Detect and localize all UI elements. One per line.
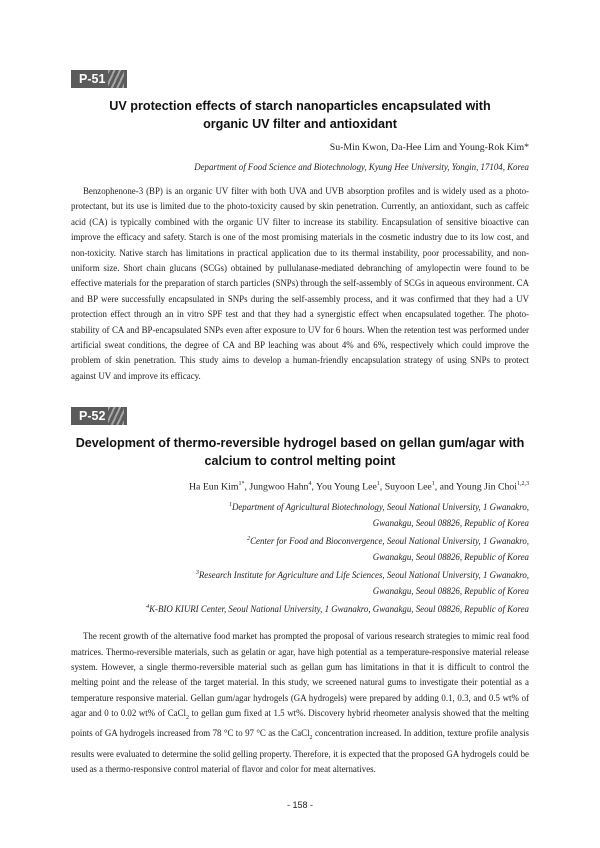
title-line-2: calcium to control melting point [204,454,396,468]
author-superscript: 1 [376,481,380,487]
subscript: 2 [185,714,189,721]
badge-label: P-52 [79,409,106,423]
affiliation-4 [71,599,529,617]
title-line-1: Development of thermo-reversible hydrogel based on gellan gum/agar with [75,436,525,450]
affiliation-superscript: 1 [228,502,232,509]
abstract-body: Benzophenone-3 (BP) is an organic UV filter with both UVA and UVB absorption profiles and is widely used as a photo-protectant, but its use is limited due to the photo-toxicity caused by skin penetration. Currently, an antioxidant, such as caffeic acid (CA) is typically combined with the organic UV filter to increase its stability. Encapsulation of sensitive bioactive can improve the efficacy and safety. Starch is one of the most promising materials in the cosmetic industry due to its low cost, and non-toxicity. Native starch has limitations in practical application due to its thermal instability, poor processability, and non-uniform size. Short chain glucans (SCGs) obtained by pullulanase-mediated debranching of amylopectin were found to be effective materials for the preparation of starch particles (SNPs) through the self-assembly of SCGs in aqueous environment. CA and BP were successfully encapsulated in SNPs during the self-assembly process, and it was confirmed that they had a UV protection effect through an in vitro SPF test and that they had a synergistic effect when encapsulated together. The photo-stability of CA and BP-encapsulated SNPs even after exposure to UV for 6 hours. When the retention test was performed under artificial sweat conditions, the degree of CA and BP leaching was about 4% and 6%, respectively which could improve the problem of skin penetration. This study aims to develop a human-friendly encapsulation strategy of using SNPs to protect against UV and improve its efficacy. [71,186,529,381]
affiliation-line: Gwanakgu, Seoul 08826, Republic of Korea [372,518,529,529]
author-name: Ha Eun Kim [188,481,239,493]
affiliation-line: Department of Agricultural Biotechnology, Seoul National University, 1 Gwanakro, [231,502,529,513]
affiliation-superscript: 2 [247,536,251,543]
author-name: You Young Lee [316,481,377,493]
abstract-p52 [71,407,529,777]
abstract-title [71,434,529,470]
affiliation-3 [71,565,529,599]
affiliation-line: Gwanakgu, Seoul 08826, Republic of Korea [372,586,529,597]
badge-stripes [108,407,124,425]
body-text-part: The recent growth of the alternative food market has prompted the proposal of various research strategies to mimic real food matrices. Thermo-reversible materials, such as gelatin or agar, have high potential as a temperature-responsive material release system. However, a single thermo-reversible material such as gellan gum has limitations in that it is difficult to control the melting point and the release of the target material. In this study, we screened natural gums to investigate their potential as a temperature responsive material. Gellan gum/agar hydrogels (GA hydrogels) were prepared by adding 0.1, 0.3, and 0.5 wt% of agar and 0 to 0.02 wt% of CaCl [71,631,529,719]
abstract-body [71,629,529,777]
author-name: Young Jin Choi [455,481,517,493]
affiliation-line: Gwanakgu, Seoul 08826, Republic of Korea [372,552,529,563]
body-text-part: to gellan gum fixed at 1.5 wt%. Discovery hybrid rheometer analysis showed that the melting points of GA hydrogels increased from 78 °C to 97 °C as the CaCl [71,708,529,739]
author-superscript: 1 [431,481,435,487]
author-list: Su-Min Kwon, Da-Hee Lim and Young-Rok Kim* [329,142,529,153]
badge-stripes [108,70,124,88]
affiliation-2 [71,531,529,565]
badge-label: P-51 [79,72,106,86]
author-name: Suyoon Lee [384,481,432,493]
abstract-number-badge [71,407,127,425]
abstract-number-badge [71,70,127,88]
subscript: 2 [309,735,313,742]
page-number: - 158 - [286,800,313,810]
affiliation-line: Center for Food and Bioconvergence, Seoul National University, 1 Gwanakro, [250,536,529,547]
author-superscript: 4 [308,481,312,487]
affiliation-list [71,497,529,617]
abstract-title [71,97,529,133]
affiliation-line: K-BIO KIURI Center, Seoul National University, 1 Gwanakro, Gwanakgu, Seoul 08826, Republic of Korea [149,604,529,615]
affiliation-superscript: 4 [146,604,150,611]
abstract-p51 [71,70,529,384]
affiliation: Department of Food Science and Biotechnology, Kyung Hee University, Yongin, 17104, Korea [194,162,529,172]
affiliation-superscript: 3 [195,570,199,577]
author-superscript: 1,2,3 [517,481,529,487]
title-line-1: UV protection effects of starch nanoparticles encapsulated with [109,99,491,113]
body-text-part: concentration increased. In addition, texture profile analysis results were evaluated to determine the solid gelling property. Therefore, it is expected that the proposed GA hydrogels could be used as a thermo-responsive control material of flavor and color for meat alternatives. [71,728,529,774]
title-line-2: organic UV filter and antioxidant [203,117,397,131]
author-list: Ha Eun Kim$^{1*}$, Jungwoo Hahn$^4$, You Young Lee$^1$, Suyoon Lee$^1$, and Young Jin Choi$^{1,2,3}$ [188,481,529,493]
affiliation-1 [71,497,529,531]
affiliation-line: Research Institute for Agriculture and Life Sciences, Seoul National University, 1 Gwanakro, [198,570,529,581]
author-superscript: 1* [238,481,245,487]
author-name: Jungwoo Hahn [249,481,309,493]
